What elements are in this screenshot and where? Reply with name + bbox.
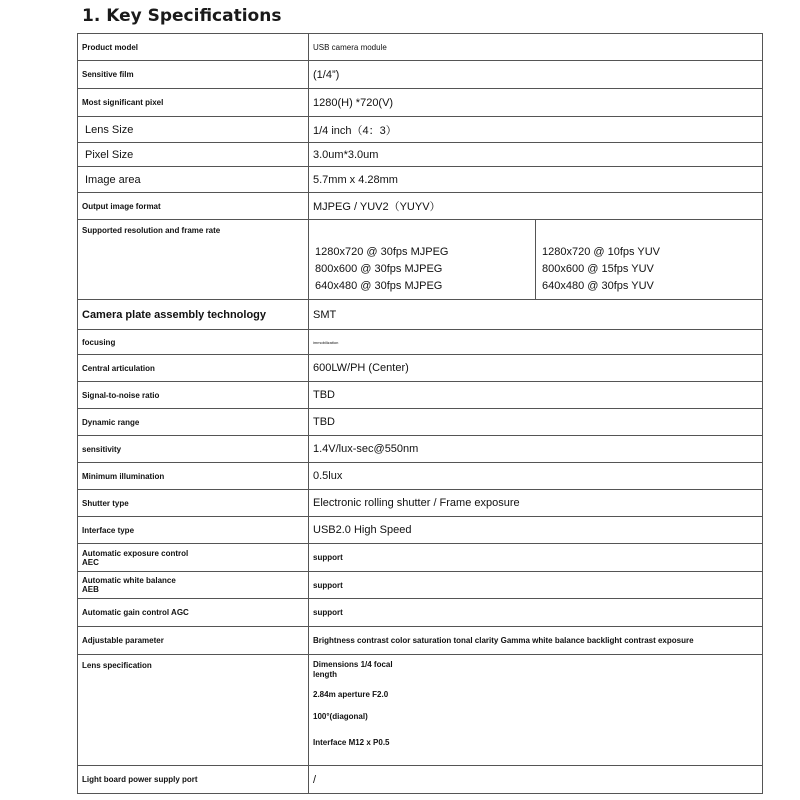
spec-value: TBD [309,409,763,436]
spec-label: Supported resolution and frame rate [78,220,309,300]
spec-label-line: Automatic white balance [82,576,176,585]
spec-label: Image area [78,167,309,193]
spec-value: SMT [309,300,763,330]
spec-label: Most significant pixel [78,89,309,117]
spec-value: support [309,544,763,572]
lens-spec-line: length [313,670,337,679]
page-title: 1. Key Specifications [82,6,282,26]
table-row [78,193,763,220]
spec-value: support [309,599,763,627]
resolution-line: 800x600 @ 30fps MJPEG [315,263,443,275]
spec-label [78,544,309,572]
table-row [78,382,763,409]
table-row [78,61,763,89]
resolution-line: 640x480 @ 30fps YUV [542,280,654,292]
lens-spec-line: Dimensions 1/4 focal [313,660,393,669]
spec-label: sensitivity [78,436,309,463]
spec-label-line: AEB [82,585,99,594]
spec-value: Electronic rolling shutter / Frame exposure [309,490,763,517]
spec-label: Lens specification [78,655,309,766]
spec-label: Light board power supply port [78,766,309,794]
spec-value: TBD [309,382,763,409]
spec-label: Shutter type [78,490,309,517]
resolution-line: 1280x720 @ 30fps MJPEG [315,246,449,258]
spec-value: immobilization [309,330,763,355]
spec-label: Dynamic range [78,409,309,436]
spec-label: focusing [78,330,309,355]
spec-label: Interface type [78,517,309,544]
table-row [78,89,763,117]
spec-label: Output image format [78,193,309,220]
table-row [78,436,763,463]
table-row [78,517,763,544]
spec-value: 600LW/PH (Center) [309,355,763,382]
spec-value: support [309,572,763,599]
spec-label: Central articulation [78,355,309,382]
table-row [78,355,763,382]
spec-value: USB2.0 High Speed [309,517,763,544]
spec-label-line: AEC [82,557,99,567]
mjpeg-column [309,220,535,299]
table-row [78,220,763,300]
lens-spec-value [309,655,763,766]
table-row [78,34,763,61]
spec-label: Signal-to-noise ratio [78,382,309,409]
spec-label: Lens Size [78,117,309,143]
spec-value: MJPEG / YUV2（YUYV） [309,193,763,220]
spec-value: / [309,766,763,794]
table-row [78,300,763,330]
spec-value: (1/4”) [309,61,763,89]
spec-value: 1/4 inch（4：3） [309,117,763,143]
spec-label: Sensitive film [78,61,309,89]
spec-value: 1280(H) *720(V) [309,89,763,117]
resolution-line: 800x600 @ 15fps YUV [542,263,654,275]
table-row [78,766,763,794]
spec-value: 0.5lux [309,463,763,490]
table-row [78,409,763,436]
spec-value: 3.0um*3.0um [309,143,763,167]
table-row [78,599,763,627]
spec-value: 1.4V/lux-sec@550nm [309,436,763,463]
resolution-line: 640x480 @ 30fps MJPEG [315,280,443,292]
spec-value: Brightness contrast color saturation tonal clarity Gamma white balance backlight contrast exposure [309,627,763,655]
table-row [78,117,763,143]
resolution-line: 1280x720 @ 10fps YUV [542,246,660,258]
lens-spec-line: Interface M12 x P0.5 [313,738,390,747]
yuv-column [535,220,762,299]
spec-label-line: Automatic exposure control [82,548,189,558]
spec-label: Automatic gain control AGC [78,599,309,627]
spec-label: Minimum illumination [78,463,309,490]
spec-label: Adjustable parameter [78,627,309,655]
table-row [78,627,763,655]
lens-spec-line: 2.84m aperture F2.0 [313,690,389,699]
spec-label: Camera plate assembly technology [78,300,309,330]
spec-label: Product model [78,34,309,61]
spec-table [77,33,763,794]
lens-spec-line: 100°(diagonal) [313,712,368,721]
table-row [78,572,763,599]
spec-label: Pixel Size [78,143,309,167]
resolution-cell [309,220,763,300]
spec-value: 5.7mm x 4.28mm [309,167,763,193]
table-row [78,167,763,193]
table-row [78,330,763,355]
table-row [78,490,763,517]
spec-value: USB camera module [309,34,763,61]
table-row [78,463,763,490]
table-row [78,544,763,572]
table-row [78,655,763,766]
spec-label [78,572,309,599]
table-row [78,143,763,167]
